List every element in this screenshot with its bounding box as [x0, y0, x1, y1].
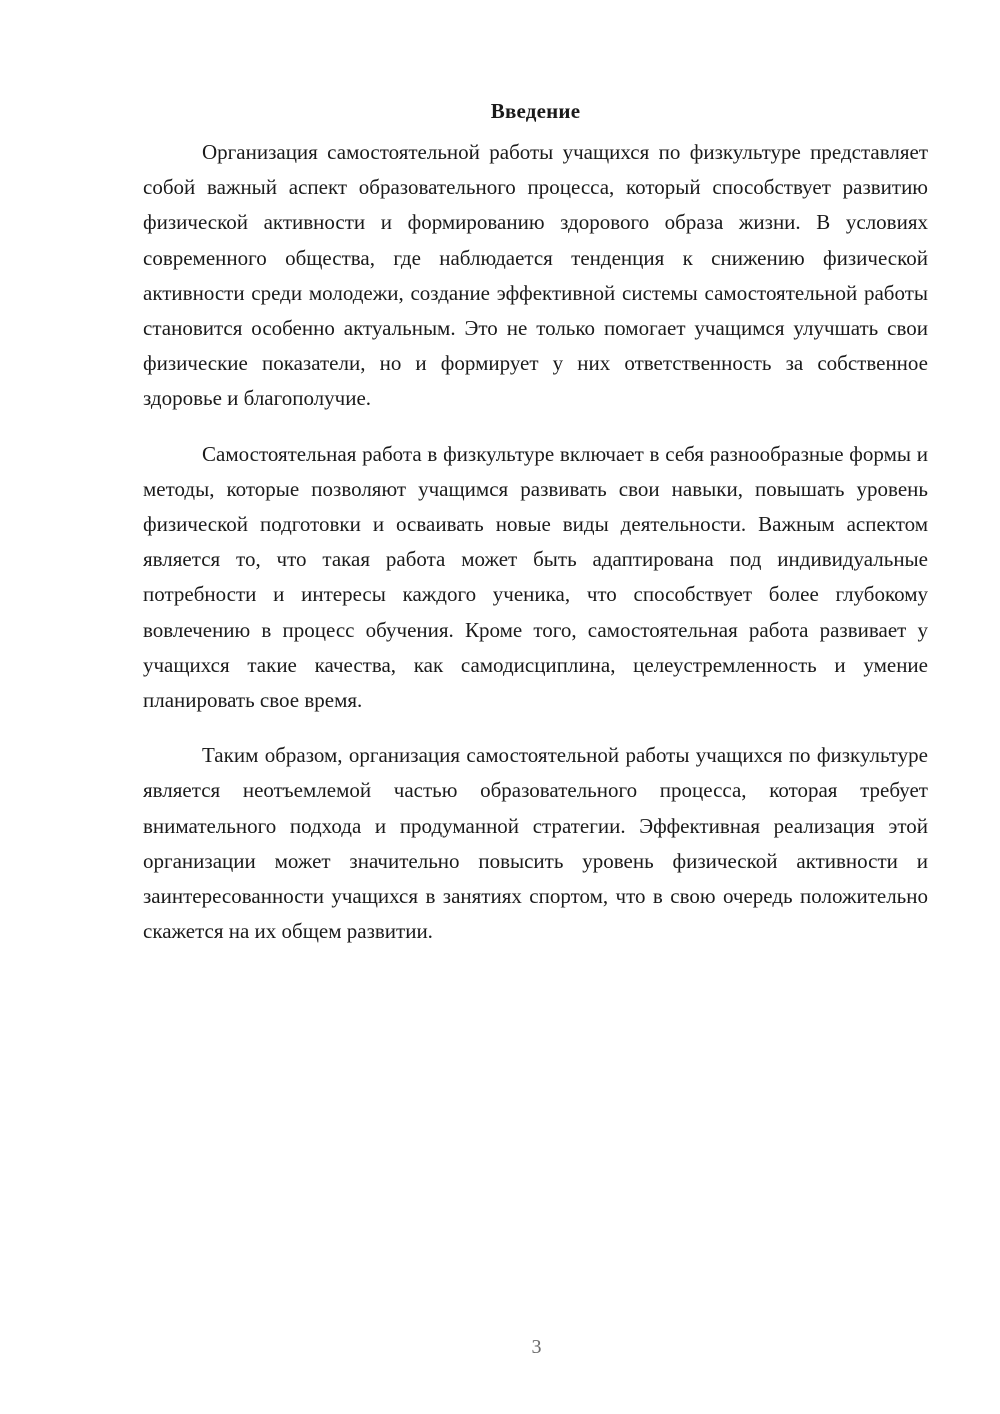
paragraph-1: Организация самостоятельной работы учащихся по физкультуре представляет собой важный аспект образовательного процесса, который способствует развитию физической активности и формированию здорового образа жизни. В условиях современного общества, где наблюдается тенденция к снижению физической активности среди молодежи, создание эффективной системы самостоятельной работы становится особенно актуальным. Это не только помогает учащимся улучшать свои физические показатели, но и формирует у них ответственность за собственное здоровье и благополучие. — [143, 140, 928, 411]
page-number: 3 — [531, 1336, 542, 1358]
paragraph-2: Самостоятельная работа в физкультуре включает в себя разнообразные формы и методы, которые позволяют учащимся развивать свои навыки, повышать уровень физической подготовки и осваивать новые виды деятельности. Важным аспектом является то, что такая работа может быть адаптирована под индивидуальные потребности и интересы каждого ученика, что способствует более глубокому вовлечению в процесс обучения. Кроме того, самостоятельная работа развивает у учащихся такие качества, как самодисциплина, целеустремленность и умение планировать свое время. — [143, 441, 928, 713]
paragraph-3: Таким образом, организация самостоятельной работы учащихся по физкультуре является неотъемлемой частью образовательного процесса, которая требует внимательного подхода и продуманной стратегии. Эффективная реализация этой организации может значительно повысить уровень физической активности и заинтересованности учащихся в занятиях спортом, что в свою очередь положительно скажется на их общем развитии. — [143, 743, 928, 944]
section-title: Введение — [490, 99, 581, 123]
page-content — [143, 97, 928, 969]
